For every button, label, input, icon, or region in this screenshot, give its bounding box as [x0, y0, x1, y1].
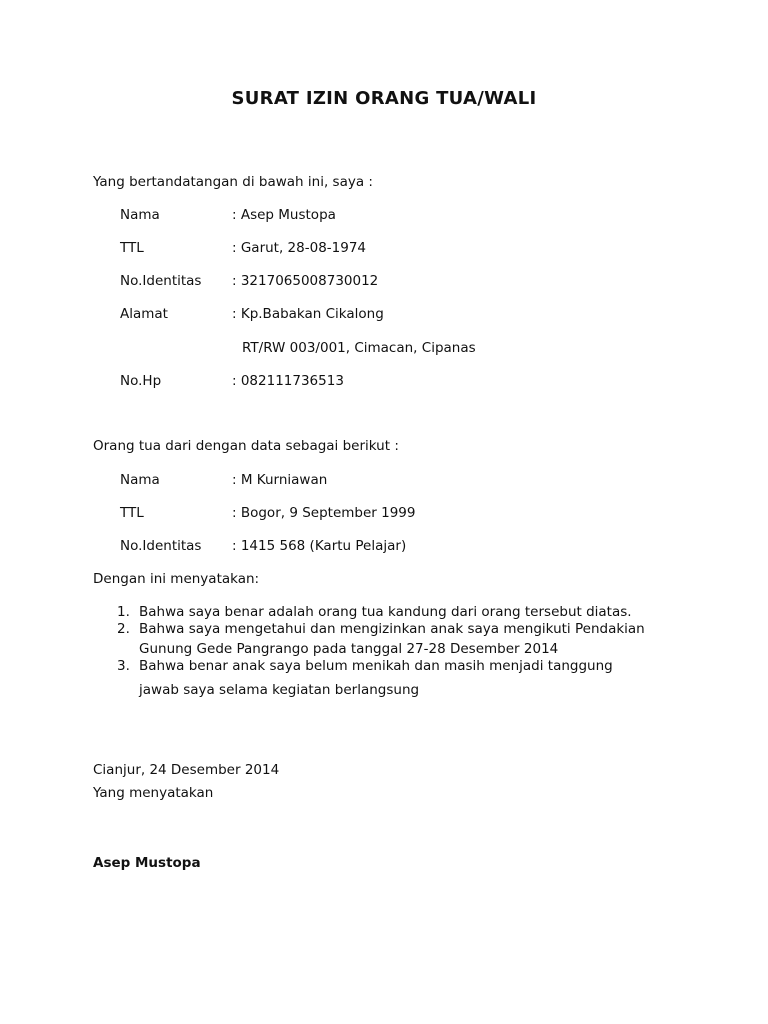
parent-id-value: : 3217065008730012: [232, 273, 379, 289]
parent-ttl-value: : Garut, 28-08-1974: [232, 240, 367, 256]
statement-number-3: 3.: [117, 658, 130, 674]
statement-3-line2: jawab saya selama kegiatan berlangsung: [139, 682, 420, 698]
child-id-label: No.Identitas: [120, 538, 202, 554]
declarant-label: Yang menyatakan: [93, 785, 214, 801]
statement-intro: Dengan ini menyatakan:: [93, 571, 260, 587]
parent-address-label: Alamat: [120, 306, 168, 322]
statement-number-1: 1.: [117, 604, 130, 620]
statement-3-line1: Bahwa benar anak saya belum menikah dan masih menjadi tanggung: [139, 658, 613, 674]
intro-text: Yang bertandatangan di bawah ini, saya :: [93, 174, 373, 190]
parent-address-value-line2: RT/RW 003/001, Cimacan, Cipanas: [242, 340, 476, 356]
statement-1: Bahwa saya benar adalah orang tua kandung dari orang tersebut diatas.: [139, 604, 632, 620]
parent-ttl-label: TTL: [120, 240, 144, 256]
child-intro-text: Orang tua dari dengan data sebagai berikut :: [93, 438, 399, 454]
parent-phone-label: No.Hp: [120, 373, 162, 389]
letter-title: SURAT IZIN ORANG TUA/WALI: [231, 88, 537, 109]
child-ttl-value: : Bogor, 9 September 1999: [232, 505, 416, 521]
child-id-value: : 1415 568 (Kartu Pelajar): [232, 538, 407, 554]
parent-id-label: No.Identitas: [120, 273, 202, 289]
parent-address-value: : Kp.Babakan Cikalong: [232, 306, 384, 322]
child-name-label: Nama: [120, 472, 160, 488]
parent-name-label: Nama: [120, 207, 160, 223]
parent-phone-value: : 082111736513: [232, 373, 344, 389]
statement-2-line2: Gunung Gede Pangrango pada tanggal 27-28 Desember 2014: [139, 641, 559, 657]
parent-name-value: : Asep Mustopa: [232, 207, 336, 223]
child-ttl-label: TTL: [120, 505, 144, 521]
signer-name: Asep Mustopa: [93, 855, 201, 871]
statement-2-line1: Bahwa saya mengetahui dan mengizinkan anak saya mengikuti Pendakian: [139, 621, 645, 637]
place-date: Cianjur, 24 Desember 2014: [93, 762, 280, 778]
statement-number-2: 2.: [117, 621, 130, 637]
child-name-value: : M Kurniawan: [232, 472, 328, 488]
